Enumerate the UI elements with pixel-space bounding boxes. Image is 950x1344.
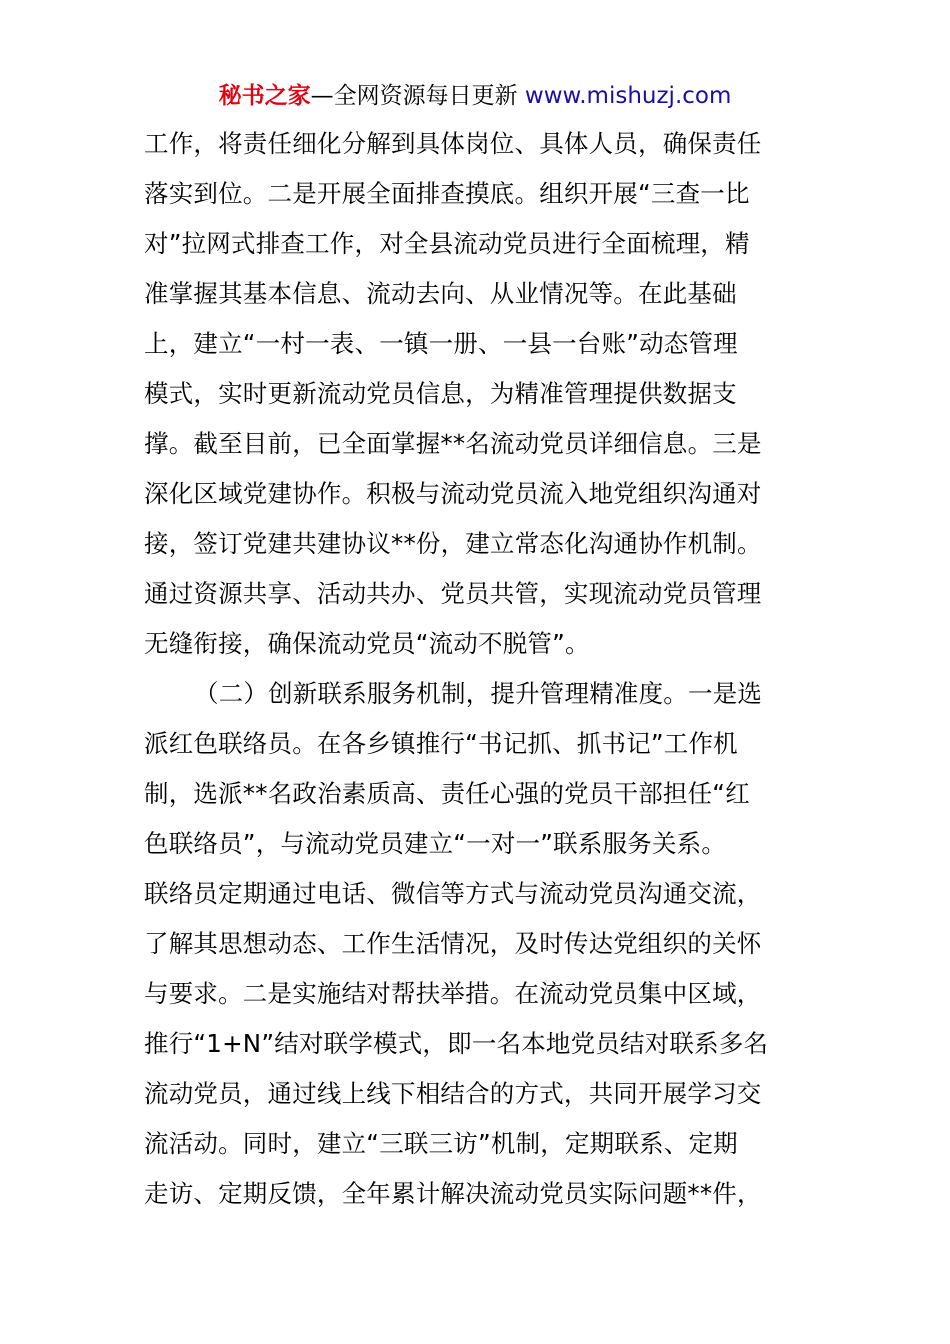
text-line: 深化区域党建协作。积极与流动党员流入地党组织沟通对	[144, 479, 762, 508]
text-line: 撑。截至目前，已全面掌握**名流动党员详细信息。三是	[144, 429, 762, 458]
site-header	[0, 80, 950, 112]
text-line: 流活动。同时，建立“三联三访”机制，定期联系、定期	[144, 1129, 738, 1158]
site-url-link[interactable]: www.mishuzj.com	[524, 83, 732, 109]
text-line: 落实到位。二是开展全面排查摸底。组织开展“三查一比	[144, 179, 750, 208]
text-line: 准掌握其基本信息、流动去向、从业情况等。在此基础	[144, 279, 737, 308]
text-line: 接，签订党建共建协议**份，建立常态化沟通协作机制。	[144, 529, 762, 558]
text-line: 上，建立“一村一表、一镇一册、一县一台账”动态管理	[144, 329, 738, 358]
paragraph-heading-line: （二）创新联系服务机制，提升管理精准度。一是选	[194, 679, 763, 708]
text-line: 流动党员，通过线上线下相结合的方式，共同开展学习交	[144, 1079, 762, 1108]
text-line: 派红色联络员。在各乡镇推行“书记抓、抓书记”工作机	[144, 729, 738, 758]
text-line: 工作，将责任细化分解到具体岗位、具体人员，确保责任	[144, 129, 762, 158]
brand-name: 秘书之家	[218, 83, 311, 109]
text-line: 模式，实时更新流动党员信息，为精准管理提供数据支	[144, 379, 737, 408]
text-line: 无缝衔接，确保流动党员“流动不脱管”。	[144, 629, 590, 658]
text-line: 推行“1+N”结对联学模式，即一名本地党员结对联系多名	[144, 1029, 769, 1058]
text-line: 了解其思想动态、工作生活情况，及时传达党组织的关怀	[144, 929, 762, 958]
text-line: 色联络员”，与流动党员建立“一对一”联系服务关系。	[144, 829, 727, 858]
text-line: 对”拉网式排查工作，对全县流动党员进行全面梳理，精	[144, 229, 750, 258]
text-line: 与要求。二是实施结对帮扶举措。在流动党员集中区域，	[144, 979, 762, 1008]
text-line: 联络员定期通过电话、微信等方式与流动党员沟通交流，	[144, 879, 762, 908]
text-line: 走访、定期反馈，全年累计解决流动党员实际问题**件，	[144, 1179, 762, 1208]
text-line: 制，选派**名政治素质高、责任心强的党员干部担任“红	[144, 779, 750, 808]
text-line: 通过资源共享、活动共办、党员共管，实现流动党员管理	[144, 579, 762, 608]
header-tagline: —全网资源每日更新	[310, 83, 518, 109]
